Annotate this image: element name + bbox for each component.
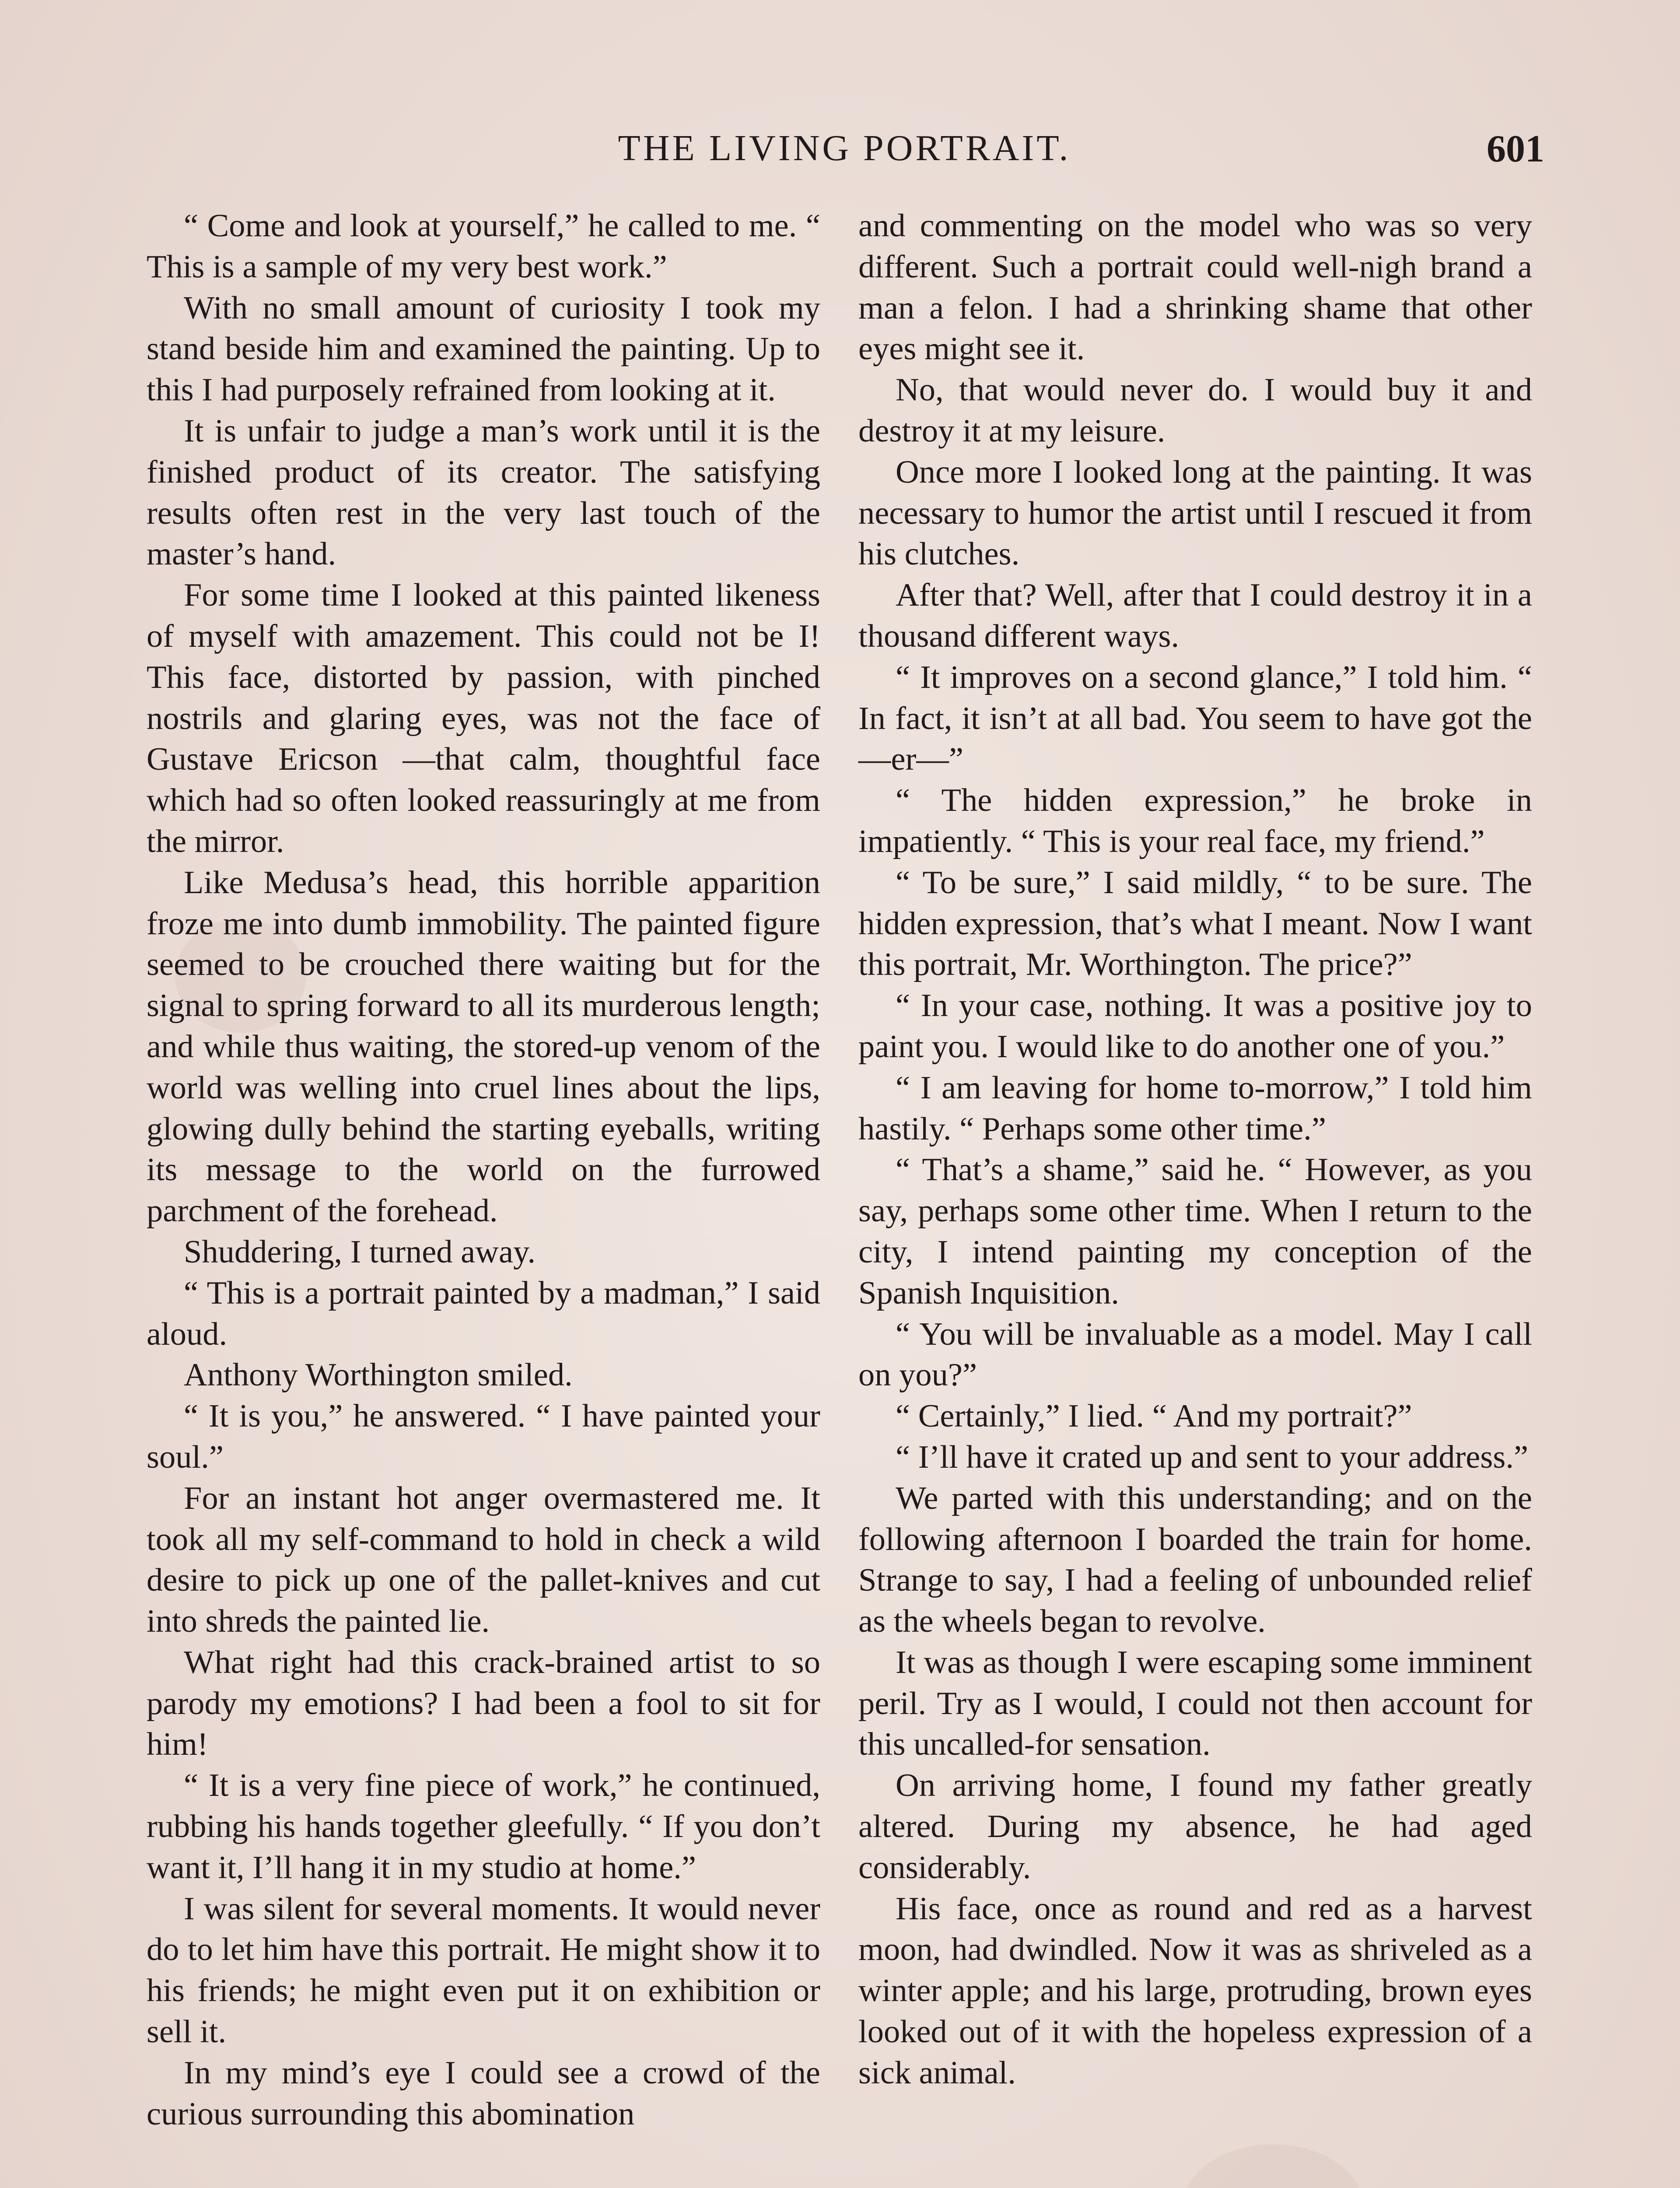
left-column — [147, 206, 820, 2135]
paragraph: “ Certainly,” I lied. “ And my portrait?” — [896, 1398, 1412, 1434]
paper-stain — [1181, 2144, 1365, 2188]
paragraph: Once more I looked long at the painting. It was necessary to humor the artist until I rescued it from his clutches. — [858, 454, 1532, 572]
paragraph: After that? Well, after that I could destroy it in a thousand different ways. — [858, 577, 1532, 654]
paragraph: With no small amount of curiosity I took my stand beside him and examined the painting. Up to this I had purposely refrained from looking at it. — [147, 290, 820, 408]
paragraph: “ I am leaving for home to-morrow,” I told him hastily. “ Perhaps some other time.” — [858, 1069, 1532, 1147]
paragraph: It is unfair to judge a man’s work until it is the finished product of its creator. The satisfying results often rest in the very last touch of the master’s hand. — [147, 413, 820, 572]
paragraph: “ Come and look at yourself,” he called to me. “ This is a sample of my very best work.” — [147, 208, 820, 285]
paragraph: Anthony Worthington smiled. — [184, 1357, 573, 1393]
paragraph: It was as though I were escaping some imminent peril. Try as I would, I could not then account for this uncalled-for sensation. — [858, 1644, 1532, 1763]
paragraph: Shuddering, I turned away. — [184, 1234, 536, 1270]
paragraph: What right had this crack-brained artist to so parody my emotions? I had been a fool to sit for him! — [147, 1644, 820, 1763]
paragraph: I was silent for several moments. It would never do to let him have this portrait. He might show it to his friends; he might even put it on exhibition or sell it. — [147, 1890, 820, 2050]
paragraph: On arriving home, I found my father greatly altered. During my absence, he had aged considerably. — [858, 1767, 1532, 1886]
paragraph: “ That’s a shame,” said he. “ However, as you say, perhaps some other time. When I return to the city, I intend painting my conception of the Spanish Inquisition. — [858, 1152, 1532, 1311]
paragraph: “ It is you,” he answered. “ I have painted your soul.” — [147, 1398, 820, 1475]
paragraph: Like Medusa’s head, this horrible apparition froze me into dumb immobility. The painted figure seemed to be crouched there waiting but for the signal to spring forward to all its murderous length; and while thus waiting, the stored-up venom of the world was welling into cruel lines about the lips, glowing dully behind the starting eyeballs, writing its message to the world on the furrowed parchment of the forehead. — [147, 864, 820, 1229]
paragraph: In my mind’s eye I could see a crowd of the curious surrounding this abomination — [147, 2055, 820, 2132]
paragraph: We parted with this understanding; and on the following afternoon I boarded the train for home. Strange to say, I had a feeling of unbounded relief as the wheels began to revolve. — [858, 1480, 1532, 1640]
paragraph: “ It is a very fine piece of work,” he continued, rubbing his hands together gleefully. “ If you don’t want it, I’ll hang it in my studio at home.” — [147, 1767, 820, 1886]
running-title: THE LIVING PORTRAIT. — [618, 128, 1071, 168]
paragraph: No, that would never do. I would buy it and destroy it at my leisure. — [858, 372, 1532, 449]
page-number: 601 — [1487, 128, 1544, 170]
paragraph: “ This is a portrait painted by a madman,” I said aloud. — [147, 1275, 820, 1352]
page-header — [144, 127, 1544, 179]
paragraph: His face, once as round and red as a harvest moon, had dwindled. Now it was as shriveled as a winter apple; and his large, protruding, brown eyes looked out of it with the hopeless expression of a sick animal. — [858, 1890, 1532, 2091]
paragraph: “ I’ll have it crated up and sent to your address.” — [896, 1439, 1529, 1475]
paragraph: For some time I looked at this painted likeness of myself with amazement. This could not be I! This face, distorted by passion, with pinched nostrils and glaring eyes, was not the face of Gustave Ericson —that calm, thoughtful face which had so often looked reassuringly at me from the mirror. — [147, 577, 820, 859]
paragraph: “ You will be invaluable as a model. May I call on you?” — [858, 1316, 1532, 1393]
paragraph: “ The hidden expression,” he broke in impatiently. “ This is your real face, my friend.” — [858, 782, 1532, 859]
right-column — [858, 206, 1532, 2094]
paragraph: For an instant hot anger overmastered me. It took all my self-command to hold in check a wild desire to pick up one of the pallet-knives and cut into shreds the painted lie. — [147, 1480, 820, 1640]
continued-paragraph: and commenting on the model who was so very different. Such a portrait could well-nigh brand a man a felon. I had a shrinking shame that other eyes might see it. — [858, 208, 1532, 367]
paragraph: “ It improves on a second glance,” I told him. “ In fact, it isn’t at all bad. You seem to have got the—er—” — [858, 659, 1532, 778]
paragraph: “ In your case, nothing. It was a positive joy to paint you. I would like to do another one of you.” — [858, 988, 1532, 1065]
paragraph: “ To be sure,” I said mildly, “ to be sure. The hidden expression, that’s what I meant. Now I want this portrait, Mr. Worthington. The price?” — [858, 864, 1532, 983]
